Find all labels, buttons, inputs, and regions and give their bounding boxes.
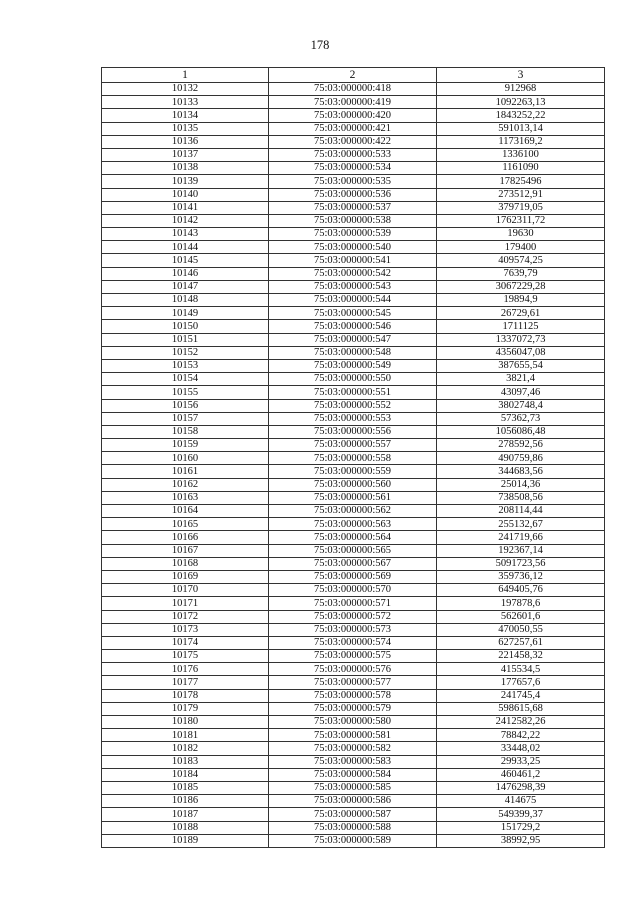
value-cell: 460461,2 — [437, 768, 605, 781]
table-row — [102, 83, 605, 96]
cadastral-number-cell: 75:03:000000:584 — [269, 768, 437, 781]
cadastral-number-cell: 75:03:000000:550 — [269, 373, 437, 386]
row-number-cell: 10153 — [102, 359, 269, 372]
cadastral-number-cell: 75:03:000000:558 — [269, 452, 437, 465]
row-number-cell: 10185 — [102, 781, 269, 794]
table-row — [102, 280, 605, 293]
table-row — [102, 518, 605, 531]
row-number-cell: 10162 — [102, 478, 269, 491]
value-cell: 591013,14 — [437, 122, 605, 135]
row-number-cell: 10160 — [102, 452, 269, 465]
value-cell: 57362,73 — [437, 412, 605, 425]
cadastral-number-cell: 75:03:000000:581 — [269, 729, 437, 742]
cadastral-number-cell: 75:03:000000:545 — [269, 307, 437, 320]
value-cell: 409574,25 — [437, 254, 605, 267]
row-number-cell: 10174 — [102, 636, 269, 649]
table-row — [102, 399, 605, 412]
value-cell: 208114,44 — [437, 505, 605, 518]
table-row — [102, 768, 605, 781]
value-cell: 738508,56 — [437, 491, 605, 504]
table-row — [102, 452, 605, 465]
cadastral-number-cell: 75:03:000000:537 — [269, 201, 437, 214]
value-cell: 415534,5 — [437, 663, 605, 676]
value-cell: 414675 — [437, 795, 605, 808]
value-cell: 179400 — [437, 241, 605, 254]
table-row — [102, 781, 605, 794]
table-row — [102, 241, 605, 254]
table-row — [102, 557, 605, 570]
row-number-cell: 10145 — [102, 254, 269, 267]
row-number-cell: 10159 — [102, 439, 269, 452]
cadastral-number-cell: 75:03:000000:580 — [269, 716, 437, 729]
row-number-cell: 10161 — [102, 465, 269, 478]
value-cell: 379719,05 — [437, 201, 605, 214]
cadastral-number-cell: 75:03:000000:542 — [269, 267, 437, 280]
value-cell: 278592,56 — [437, 439, 605, 452]
cadastral-number-cell: 75:03:000000:549 — [269, 359, 437, 372]
cadastral-number-cell: 75:03:000000:565 — [269, 544, 437, 557]
table-row — [102, 808, 605, 821]
table-row — [102, 439, 605, 452]
row-number-cell: 10147 — [102, 280, 269, 293]
row-number-cell: 10146 — [102, 267, 269, 280]
table-row — [102, 333, 605, 346]
table-row — [102, 491, 605, 504]
table-row — [102, 386, 605, 399]
cadastral-number-cell: 75:03:000000:536 — [269, 188, 437, 201]
value-cell: 387655,54 — [437, 359, 605, 372]
cadastral-number-cell: 75:03:000000:569 — [269, 570, 437, 583]
value-cell: 241745,4 — [437, 689, 605, 702]
row-number-cell: 10180 — [102, 716, 269, 729]
row-number-cell: 10187 — [102, 808, 269, 821]
cadastral-number-cell: 75:03:000000:540 — [269, 241, 437, 254]
column-header-2: 2 — [269, 68, 437, 83]
cadastral-number-cell: 75:03:000000:559 — [269, 465, 437, 478]
cadastral-number-cell: 75:03:000000:421 — [269, 122, 437, 135]
cadastral-number-cell: 75:03:000000:570 — [269, 584, 437, 597]
table-row — [102, 702, 605, 715]
cadastral-number-cell: 75:03:000000:553 — [269, 412, 437, 425]
table-row — [102, 267, 605, 280]
cadastral-number-cell: 75:03:000000:583 — [269, 755, 437, 768]
table-row — [102, 650, 605, 663]
value-cell: 33448,02 — [437, 742, 605, 755]
table-row — [102, 307, 605, 320]
table-row — [102, 188, 605, 201]
value-cell: 912968 — [437, 83, 605, 96]
table-row — [102, 162, 605, 175]
row-number-cell: 10172 — [102, 610, 269, 623]
table-row — [102, 623, 605, 636]
table-row — [102, 294, 605, 307]
value-cell: 3802748,4 — [437, 399, 605, 412]
value-cell: 1056086,48 — [437, 425, 605, 438]
row-number-cell: 10156 — [102, 399, 269, 412]
value-cell: 241719,66 — [437, 531, 605, 544]
cadastral-number-cell: 75:03:000000:418 — [269, 83, 437, 96]
table-row — [102, 505, 605, 518]
value-cell: 197878,6 — [437, 597, 605, 610]
value-cell: 19630 — [437, 228, 605, 241]
value-cell: 7639,79 — [437, 267, 605, 280]
row-number-cell: 10140 — [102, 188, 269, 201]
value-cell: 177657,6 — [437, 676, 605, 689]
value-cell: 359736,12 — [437, 570, 605, 583]
value-cell: 344683,56 — [437, 465, 605, 478]
cadastral-number-cell: 75:03:000000:541 — [269, 254, 437, 267]
row-number-cell: 10186 — [102, 795, 269, 808]
table-row — [102, 346, 605, 359]
row-number-cell: 10181 — [102, 729, 269, 742]
column-header-1: 1 — [102, 68, 269, 83]
row-number-cell: 10138 — [102, 162, 269, 175]
value-cell: 1337072,73 — [437, 333, 605, 346]
cadastral-number-cell: 75:03:000000:571 — [269, 597, 437, 610]
table-row — [102, 610, 605, 623]
table-row — [102, 834, 605, 847]
value-cell: 1843252,22 — [437, 109, 605, 122]
value-cell: 78842,22 — [437, 729, 605, 742]
row-number-cell: 10189 — [102, 834, 269, 847]
cadastral-number-cell: 75:03:000000:573 — [269, 623, 437, 636]
row-number-cell: 10170 — [102, 584, 269, 597]
cadastral-number-cell: 75:03:000000:561 — [269, 491, 437, 504]
value-cell: 490759,86 — [437, 452, 605, 465]
table-body — [102, 83, 605, 848]
table-row — [102, 584, 605, 597]
row-number-cell: 10177 — [102, 676, 269, 689]
cadastral-number-cell: 75:03:000000:422 — [269, 135, 437, 148]
cadastral-number-cell: 75:03:000000:589 — [269, 834, 437, 847]
row-number-cell: 10169 — [102, 570, 269, 583]
value-cell: 1161090 — [437, 162, 605, 175]
cadastral-number-cell: 75:03:000000:546 — [269, 320, 437, 333]
row-number-cell: 10137 — [102, 148, 269, 161]
table-row — [102, 795, 605, 808]
row-number-cell: 10167 — [102, 544, 269, 557]
cadastral-number-cell: 75:03:000000:534 — [269, 162, 437, 175]
value-cell: 549399,37 — [437, 808, 605, 821]
row-number-cell: 10141 — [102, 201, 269, 214]
value-cell: 17825496 — [437, 175, 605, 188]
value-cell: 4356047,08 — [437, 346, 605, 359]
row-number-cell: 10148 — [102, 294, 269, 307]
value-cell: 5091723,56 — [437, 557, 605, 570]
row-number-cell: 10133 — [102, 96, 269, 109]
table-header — [102, 68, 605, 83]
table-row — [102, 214, 605, 227]
value-cell: 151729,2 — [437, 821, 605, 834]
value-cell: 19894,9 — [437, 294, 605, 307]
cadastral-number-cell: 75:03:000000:587 — [269, 808, 437, 821]
table-row — [102, 412, 605, 425]
cadastral-number-cell: 75:03:000000:556 — [269, 425, 437, 438]
value-cell: 255132,67 — [437, 518, 605, 531]
row-number-cell: 10164 — [102, 505, 269, 518]
cadastral-number-cell: 75:03:000000:577 — [269, 676, 437, 689]
row-number-cell: 10175 — [102, 650, 269, 663]
value-cell: 3067229,28 — [437, 280, 605, 293]
table-row — [102, 729, 605, 742]
table-row — [102, 570, 605, 583]
row-number-cell: 10166 — [102, 531, 269, 544]
cadastral-number-cell: 75:03:000000:538 — [269, 214, 437, 227]
table-row — [102, 254, 605, 267]
value-cell: 1336100 — [437, 148, 605, 161]
row-number-cell: 10157 — [102, 412, 269, 425]
row-number-cell: 10135 — [102, 122, 269, 135]
value-cell: 26729,61 — [437, 307, 605, 320]
value-cell: 29933,25 — [437, 755, 605, 768]
table-row — [102, 676, 605, 689]
row-number-cell: 10183 — [102, 755, 269, 768]
row-number-cell: 10132 — [102, 83, 269, 96]
value-cell: 25014,36 — [437, 478, 605, 491]
table-row — [102, 531, 605, 544]
table-row — [102, 636, 605, 649]
value-cell: 2412582,26 — [437, 716, 605, 729]
table-row — [102, 821, 605, 834]
row-number-cell: 10136 — [102, 135, 269, 148]
cadastral-number-cell: 75:03:000000:578 — [269, 689, 437, 702]
table-row — [102, 148, 605, 161]
table-row — [102, 201, 605, 214]
cadastral-number-cell: 75:03:000000:564 — [269, 531, 437, 544]
table-row — [102, 544, 605, 557]
table-row — [102, 755, 605, 768]
page-number: 178 — [310, 38, 330, 52]
table-row — [102, 122, 605, 135]
table-row — [102, 716, 605, 729]
row-number-cell: 10188 — [102, 821, 269, 834]
cadastral-number-cell: 75:03:000000:563 — [269, 518, 437, 531]
column-header-3: 3 — [437, 68, 605, 83]
value-cell: 221458,32 — [437, 650, 605, 663]
value-cell: 3821,4 — [437, 373, 605, 386]
value-cell: 470050,55 — [437, 623, 605, 636]
row-number-cell: 10171 — [102, 597, 269, 610]
cadastral-number-cell: 75:03:000000:582 — [269, 742, 437, 755]
value-cell: 273512,91 — [437, 188, 605, 201]
row-number-cell: 10150 — [102, 320, 269, 333]
table-row — [102, 320, 605, 333]
value-cell: 627257,61 — [437, 636, 605, 649]
row-number-cell: 10139 — [102, 175, 269, 188]
cadastral-number-cell: 75:03:000000:548 — [269, 346, 437, 359]
cadastral-number-cell: 75:03:000000:533 — [269, 148, 437, 161]
cadastral-number-cell: 75:03:000000:552 — [269, 399, 437, 412]
table-row — [102, 425, 605, 438]
value-cell: 38992,95 — [437, 834, 605, 847]
row-number-cell: 10142 — [102, 214, 269, 227]
table-row — [102, 135, 605, 148]
table-row — [102, 96, 605, 109]
cadastral-number-cell: 75:03:000000:572 — [269, 610, 437, 623]
row-number-cell: 10173 — [102, 623, 269, 636]
row-number-cell: 10184 — [102, 768, 269, 781]
table-row — [102, 109, 605, 122]
table-row — [102, 478, 605, 491]
table-row — [102, 689, 605, 702]
cadastral-number-cell: 75:03:000000:539 — [269, 228, 437, 241]
cadastral-number-cell: 75:03:000000:420 — [269, 109, 437, 122]
cadastral-number-cell: 75:03:000000:557 — [269, 439, 437, 452]
cadastral-number-cell: 75:03:000000:560 — [269, 478, 437, 491]
cadastral-number-cell: 75:03:000000:562 — [269, 505, 437, 518]
row-number-cell: 10179 — [102, 702, 269, 715]
row-number-cell: 10144 — [102, 241, 269, 254]
cadastral-number-cell: 75:03:000000:567 — [269, 557, 437, 570]
row-number-cell: 10163 — [102, 491, 269, 504]
cadastral-number-cell: 75:03:000000:576 — [269, 663, 437, 676]
data-table — [101, 67, 605, 848]
value-cell: 598615,68 — [437, 702, 605, 715]
cadastral-number-cell: 75:03:000000:544 — [269, 294, 437, 307]
cadastral-number-cell: 75:03:000000:585 — [269, 781, 437, 794]
cadastral-number-cell: 75:03:000000:586 — [269, 795, 437, 808]
table-row — [102, 175, 605, 188]
cadastral-number-cell: 75:03:000000:574 — [269, 636, 437, 649]
row-number-cell: 10158 — [102, 425, 269, 438]
value-cell: 1173169,2 — [437, 135, 605, 148]
cadastral-number-cell: 75:03:000000:588 — [269, 821, 437, 834]
cadastral-number-cell: 75:03:000000:551 — [269, 386, 437, 399]
value-cell: 649405,76 — [437, 584, 605, 597]
cadastral-number-cell: 75:03:000000:419 — [269, 96, 437, 109]
value-cell: 1762311,72 — [437, 214, 605, 227]
header-row — [102, 68, 605, 83]
row-number-cell: 10176 — [102, 663, 269, 676]
table-row — [102, 465, 605, 478]
cadastral-number-cell: 75:03:000000:535 — [269, 175, 437, 188]
row-number-cell: 10178 — [102, 689, 269, 702]
value-cell: 1476298,39 — [437, 781, 605, 794]
cadastral-number-cell: 75:03:000000:575 — [269, 650, 437, 663]
value-cell: 1711125 — [437, 320, 605, 333]
row-number-cell: 10151 — [102, 333, 269, 346]
table-row — [102, 742, 605, 755]
table-row — [102, 663, 605, 676]
cadastral-number-cell: 75:03:000000:543 — [269, 280, 437, 293]
cadastral-number-cell: 75:03:000000:579 — [269, 702, 437, 715]
table-row — [102, 228, 605, 241]
table-row — [102, 373, 605, 386]
row-number-cell: 10152 — [102, 346, 269, 359]
value-cell: 192367,14 — [437, 544, 605, 557]
row-number-cell: 10154 — [102, 373, 269, 386]
value-cell: 43097,46 — [437, 386, 605, 399]
value-cell: 1092263,13 — [437, 96, 605, 109]
row-number-cell: 10168 — [102, 557, 269, 570]
table-row — [102, 359, 605, 372]
row-number-cell: 10155 — [102, 386, 269, 399]
row-number-cell: 10182 — [102, 742, 269, 755]
row-number-cell: 10165 — [102, 518, 269, 531]
table-row — [102, 597, 605, 610]
row-number-cell: 10143 — [102, 228, 269, 241]
cadastral-number-cell: 75:03:000000:547 — [269, 333, 437, 346]
row-number-cell: 10134 — [102, 109, 269, 122]
value-cell: 562601,6 — [437, 610, 605, 623]
row-number-cell: 10149 — [102, 307, 269, 320]
